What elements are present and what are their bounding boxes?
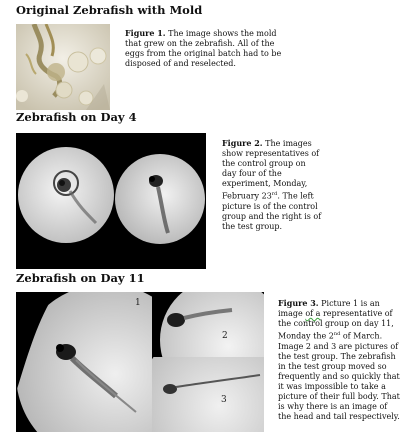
day-11-photo-3 xyxy=(152,357,264,432)
mold-photo xyxy=(16,24,110,110)
figure-2-sup: rd xyxy=(271,191,278,197)
figure-3-text-a: Picture 1 is an image xyxy=(278,299,380,318)
figure-3-sup: nd xyxy=(333,331,341,337)
day-11-photo-2 xyxy=(152,292,264,357)
figure-3-text-b: representative of the control group on day 11, Monday the 2 xyxy=(278,309,394,341)
figure-3-caption xyxy=(278,298,400,422)
figure-2-text-a: The images show representatives of the control group on day four of the experiment, Monday, February 23 xyxy=(222,139,320,201)
photo-label-2: 2 xyxy=(222,331,228,341)
photo-label-3: 3 xyxy=(221,395,227,405)
heading-original-zebrafish: Original Zebrafish with Mold xyxy=(16,3,203,17)
figure-1-text: The image shows the mold that grew on the zebrafish. All of the eggs from the original batch had to be disposed of and reselected. xyxy=(125,29,282,68)
figure-2-text-b: . The left picture is of the control group and the right is of the test group. xyxy=(222,191,322,231)
heading-day-4: Zebrafish on Day 4 xyxy=(16,110,137,124)
figure-3-wavy-text: of a xyxy=(305,309,321,318)
figure-2-caption xyxy=(222,138,322,232)
day-11-photo-1 xyxy=(16,292,152,432)
figure-1-label: Figure 1. xyxy=(125,28,166,38)
day-4-photo xyxy=(16,133,206,269)
figure-3-text-c: of March. Image 2 and 3 are pictures of the test group. The zebrafish in the test group moved so frequently and so quickly that it was impossible to take a picture of their full body. That is why there is an image of the head and tail respectively. xyxy=(278,331,400,421)
figure-2-label: Figure 2. xyxy=(222,138,263,148)
heading-day-11: Zebrafish on Day 11 xyxy=(16,271,145,285)
photo-label-1: 1 xyxy=(135,298,141,308)
figure-3-label: Figure 3. xyxy=(278,298,319,308)
figure-1-caption xyxy=(125,28,283,69)
